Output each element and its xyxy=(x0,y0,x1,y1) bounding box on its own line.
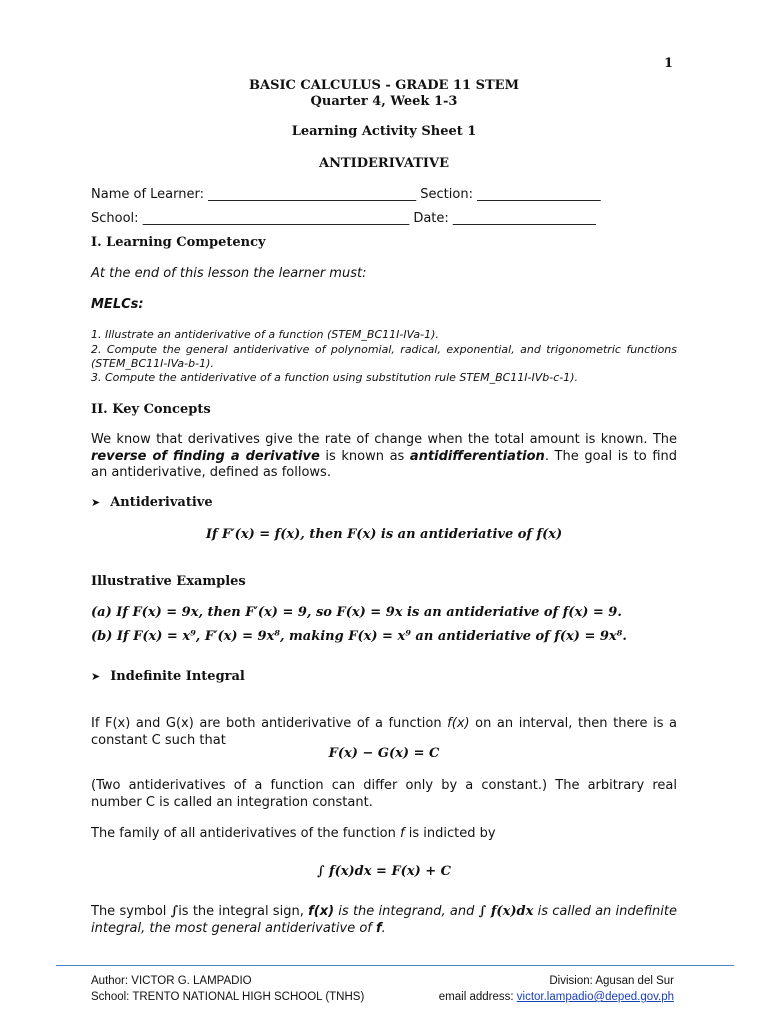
family-paragraph xyxy=(91,826,677,841)
paragraph-text: If F(x) and G(x) are both antiderivative of a function xyxy=(91,716,448,731)
indefinite-integral-equation: ∫ f(x)dx = F(x) + C xyxy=(316,864,452,879)
paragraph-text: on an interval, then there is a constant C such that xyxy=(91,716,678,748)
emphasis-reverse-derivative: reverse of finding a derivative xyxy=(91,448,320,464)
equation-difference: F(x) − G(x) = C xyxy=(328,746,440,761)
footer-author: Author: VICTOR G. LAMPADIO xyxy=(91,975,252,987)
competency-intro: At the end of this lesson the learner must: xyxy=(91,266,367,281)
melc-item-1: 1. Illustrate an antiderivative of a function (STEM_BC11I-IVa-1). xyxy=(91,328,439,341)
learner-name-row xyxy=(91,187,601,202)
paragraph-text: is called an indefinite integral, the most general antiderivative of xyxy=(91,904,677,936)
indefinite-paragraph xyxy=(91,716,677,749)
inline-f: f xyxy=(376,920,382,936)
document-title: BASIC CALCULUS - GRADE 11 STEM xyxy=(249,78,519,93)
school-label: School: xyxy=(91,211,139,226)
school-field[interactable]: _________________________________________ xyxy=(142,211,410,226)
footer-division: Division: Agusan del Sur xyxy=(549,975,674,987)
inline-integral-expression: ∫ f(x)dx xyxy=(478,904,534,919)
arrow-bullet-icon: ➤ xyxy=(91,670,101,683)
name-label: Name of Learner: xyxy=(91,187,204,202)
paragraph-text: We know that derivatives give the rate of change when the total amount is known. The xyxy=(91,432,677,447)
paragraph-text: is indicted by xyxy=(404,826,496,841)
name-field[interactable]: ________________________________ xyxy=(208,187,417,202)
school-row xyxy=(91,211,596,226)
footer-school: School: TRENTO NATIONAL HIGH SCHOOL (TNHS) xyxy=(91,991,365,1003)
integral-symbol-paragraph xyxy=(91,904,677,937)
antiderivative-bullet xyxy=(91,495,213,510)
arrow-bullet-icon: ➤ xyxy=(91,496,101,509)
bullet-label: Indefinite Integral xyxy=(110,669,245,684)
example-b: (b) If F(x) = x⁹, F′(x) = 9x⁸, making F(x) = x⁹ an antideriative of f(x) = 9x⁸. xyxy=(91,629,627,644)
integral-sign-icon: ∫ xyxy=(170,904,179,919)
section-field[interactable]: ___________________ xyxy=(477,187,601,202)
key-concepts-paragraph xyxy=(91,432,677,482)
email-link[interactable]: victor.lampadio@deped.gov.ph xyxy=(516,991,674,1003)
paragraph-text: . The goal is to find an antiderivative, defined as follows. xyxy=(91,448,677,480)
emphasis-antidifferentiation: antidifferentiation xyxy=(409,448,545,464)
melc-item-2: 2. Compute the general antiderivative of polynomial, radical, exponential, and trigonometric functions (STEM_BC11I-IVa-b-1). xyxy=(91,343,677,370)
melc-item-3: 3. Compute the antiderivative of a function using substitution rule STEM_BC11I-IVb-c-1). xyxy=(91,371,579,384)
bullet-label: Antiderivative xyxy=(110,495,213,510)
paragraph-text: The symbol xyxy=(91,904,171,919)
constant-paragraph: (Two antiderivatives of a function can differ only by a constant.) The arbitrary real number C is called an integration constant. xyxy=(91,778,677,810)
quarter-label: Quarter 4, Week 1-3 xyxy=(310,94,458,109)
topic-title: ANTIDERIVATIVE xyxy=(319,156,449,171)
paragraph-text: The family of all antiderivatives of the function xyxy=(91,826,401,841)
date-field[interactable]: ______________________ xyxy=(452,211,596,226)
sheet-label: Learning Activity Sheet 1 xyxy=(291,124,477,139)
paragraph-text: is known as xyxy=(319,448,410,464)
paragraph-text: is the integral sign, xyxy=(178,904,309,919)
section-2-heading: II. Key Concepts xyxy=(91,402,211,417)
inline-fx: f(x) xyxy=(308,904,335,919)
antiderivative-definition: If F′(x) = f(x), then F(x) is an antideriative of f(x) xyxy=(205,527,563,542)
footer-email xyxy=(439,991,674,1003)
date-label: Date: xyxy=(413,211,449,226)
page-number: 1 xyxy=(664,56,674,71)
paragraph-text: is the integrand, and xyxy=(334,904,479,919)
example-a: (a) If F(x) = 9x, then F′(x) = 9, so F(x) = 9x is an antideriative of f(x) = 9. xyxy=(91,605,622,620)
inline-f: f xyxy=(400,826,405,841)
melcs-label: MELCs: xyxy=(91,297,144,312)
email-label: email address: xyxy=(438,991,517,1003)
indefinite-integral-bullet xyxy=(91,669,245,684)
examples-heading: Illustrative Examples xyxy=(91,574,246,589)
footer-divider xyxy=(56,965,734,966)
inline-fx: f(x) xyxy=(447,716,470,731)
section-label: Section: xyxy=(420,187,473,202)
paragraph-text: . xyxy=(381,920,386,936)
section-1-heading: I. Learning Competency xyxy=(91,235,266,250)
